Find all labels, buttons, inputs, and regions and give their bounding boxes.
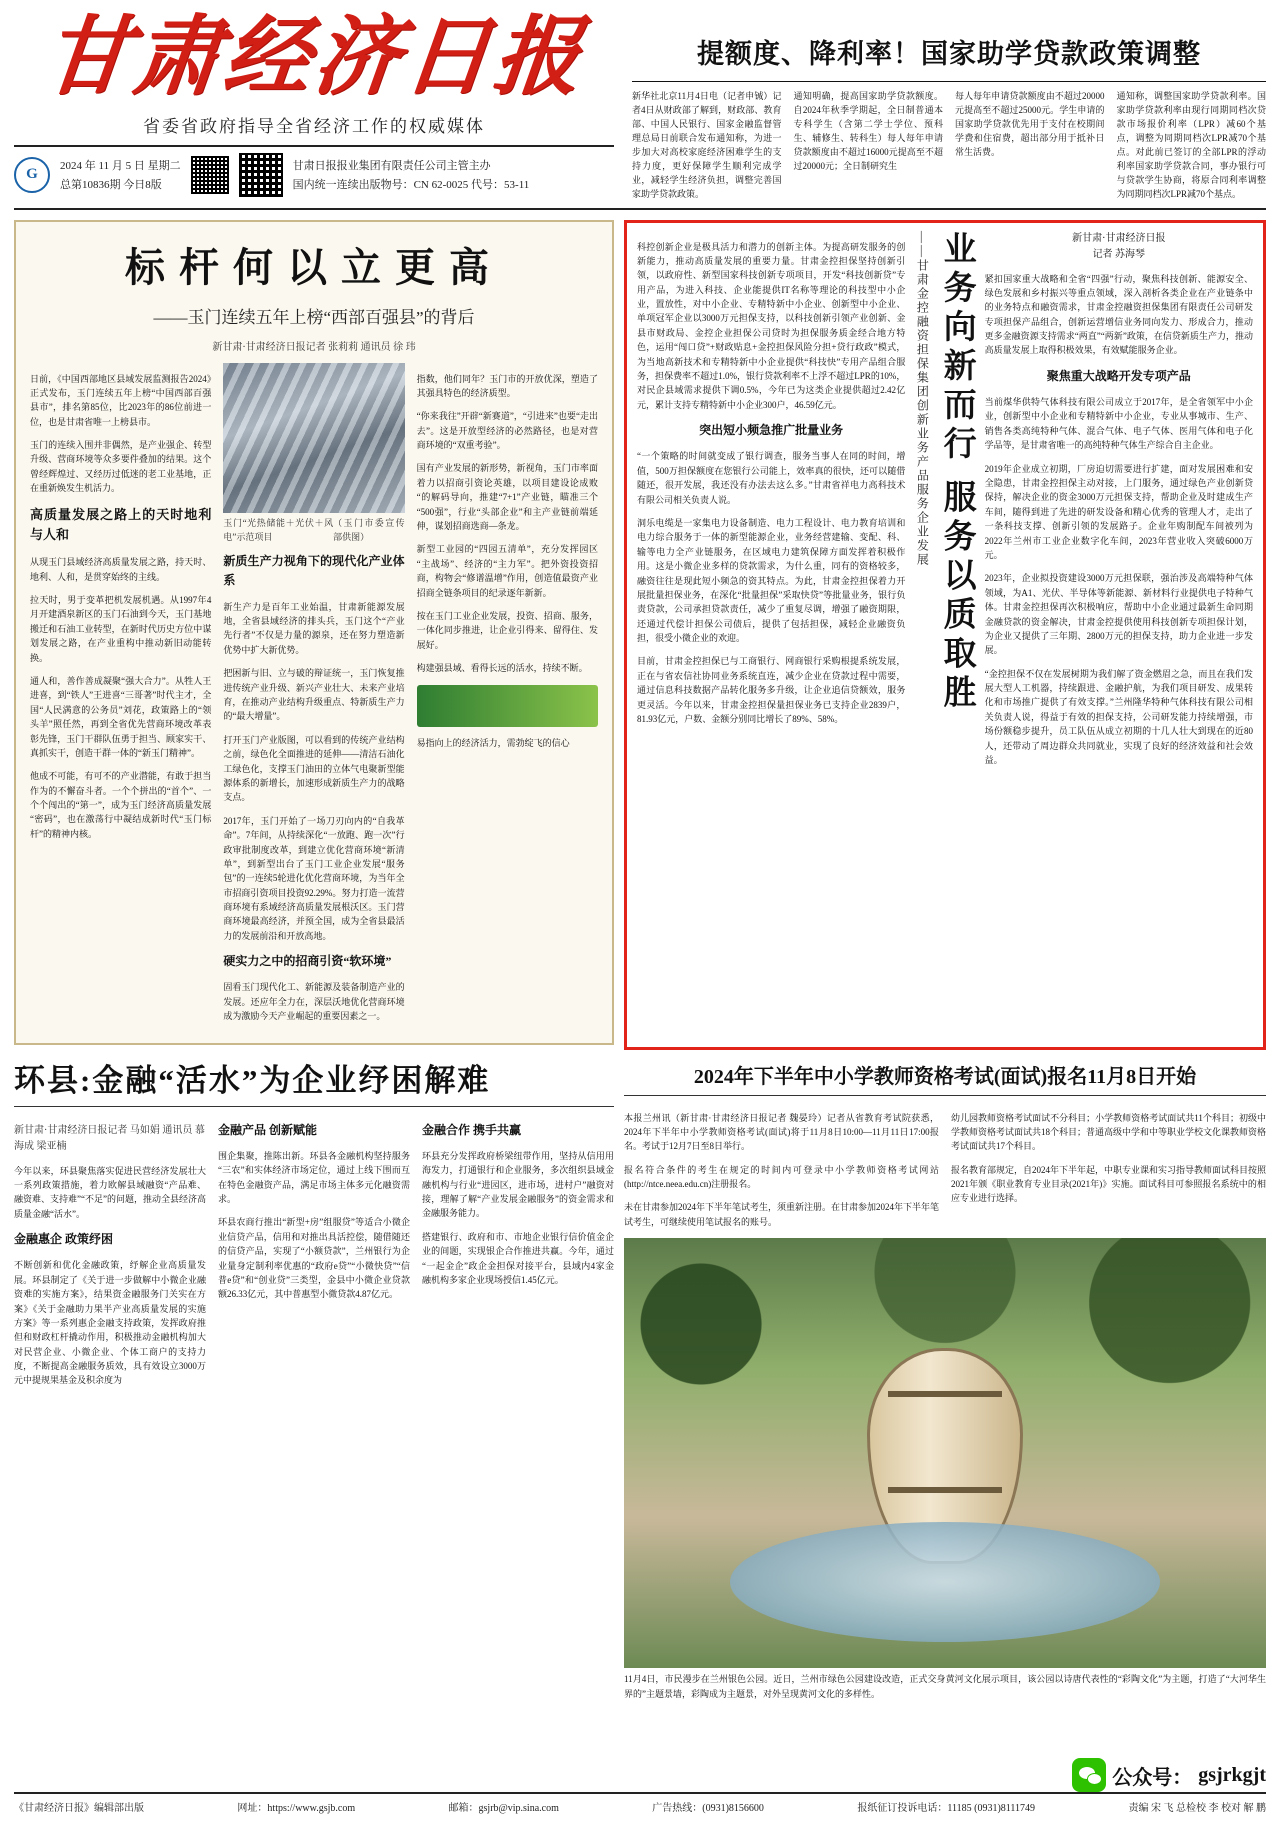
notice-rule bbox=[624, 1095, 1266, 1096]
newspaper-subtitle: 省委省政府指导全省经济工作的权威媒体 bbox=[143, 116, 485, 136]
lead-col-1 bbox=[30, 363, 211, 1033]
page-footer bbox=[14, 1792, 1266, 1814]
footer-publisher: 《甘肃经济日报》编辑部出版 bbox=[14, 1803, 144, 1814]
feature-vertical-subtitle: ——甘肃金控融资担保集团创新业务产品服务企业发展 bbox=[915, 230, 930, 567]
feature-left-p3: 2019年企业成立初期，厂房迫切需要进行扩建，面对发展困难和安全隐患，甘肃金控担保主动对接，上门服务，通过绿色产业创新贷保持，解决企业的资金3000万元担保支持，帮助企业及时建成生产车间，随得到进了先进的研发设备和精心优秀的管理人才，走出了一条科技支撑、创新引领的发展路子。企业年购制配车间被列为2022年兰州市工业企业数字化车间，2023年营业收入突破6000万元。 bbox=[984, 463, 1253, 560]
bl-c3-p2: 搭建银行、政府和市、市地企业银行信价值金企业的间题，实现银企合作推进共赢。今年，通过“一起金企”政企金担保对接平台，县域内4家金融机构多家企业现场授信1.45亿元。 bbox=[422, 1231, 614, 1285]
masthead bbox=[14, 0, 1266, 202]
feature-right-p2: “一个策略的时间就变成了银行调查，服务当事人在同的时间，增值，500万担保额度在您银行公司能上，效率真的很快，还可以随借随还，很开发展，我还没有办法去这么多。”甘肃省祥电力高科技术有限公司相关负责人说。 bbox=[637, 451, 906, 505]
bl-heading-1: 金融惠企 政策纾困 bbox=[14, 1232, 114, 1247]
feature-heading-1: 聚焦重大战略开发专项产品 bbox=[1046, 368, 1191, 383]
lead-p4: 拉天时，男于变革把机发展机遇。从1997年4月开建酒泉新区的玉门石油到今天，玉门基地搬迁和石油工业转型，在新时代历史方位中谋划发展之路，在产业重构中推动新旧动能转换。 bbox=[30, 595, 212, 663]
lead-photo-caption bbox=[223, 516, 404, 545]
feature-heading-2: 突出短小频急推广批量业务 bbox=[699, 423, 844, 438]
bl-col-3 bbox=[422, 1113, 614, 1397]
bottom-left-rule bbox=[14, 1106, 614, 1107]
lead-c2-p3: 打开玉门产业版图，可以看到的传统产业结构之前，绿色化全面推进的延伸——清洁石油化工绿色化，支撑玉门油田的立体气电聚新型能源体系的新增长，加速形成新质生产力的战略支点。 bbox=[223, 734, 405, 803]
footer-website[interactable]: 网址：https://www.gsjb.com bbox=[237, 1803, 356, 1814]
lead-heading-2: 新质生产力视角下的现代化产业体系 bbox=[223, 554, 405, 588]
notice-p1: 本报兰州讯（新甘肃·甘肃经济日报记者 魏晏玲）记者从省教育考试院获悉，2024年下半年中小学教师资格考试(面试)将于11月8日10:00—11月11日17:00报名。考试于12月7日至8日举行。 bbox=[624, 1112, 939, 1152]
lead-c3-p1: 指数，他们同年？玉门市的开放优深，塑造了其强具特色的经济质型。 bbox=[416, 373, 598, 398]
lead-col-2 bbox=[223, 363, 404, 1033]
license-text: 国内统一连续出版物号：CN 62-0025 代号：53-11 bbox=[292, 179, 530, 192]
issue-number: 总第10836期 今日8版 bbox=[60, 179, 162, 192]
feature-right-p3: 洞乐电缆是一家集电力设备制造、电力工程设计、电力教育培训和电力综合服务于一体的新型能源企业，业务经营建输、变配、科、输等电力全产业链服务，在区域电力建筑保障方面发挥着积极作用。这是小微企业多样的贷款需求，为什么重，同有的资格较多，融资往往是现此短小频急的资其特点。为此，甘肃金控担保着力开展批量担保业务，在深化“批量担保”采取快贷”等批量业务，银行负责贷款，公司承担贷款责任，减少了重复尽调，增强了融资期限，还通过代偿计担保公司债后，提供了包括担保，减轻企业融资负担，很受小微企业的欢迎。 bbox=[637, 517, 906, 644]
feature-vertical-title-block bbox=[913, 231, 976, 1039]
lead-subtitle: ——玉门连续五年上榜“西部百强县”的背后 bbox=[153, 307, 475, 327]
notice-p4: 幼儿园教师资格考试面试不分科目；小学教师资格考试面试共11个科目；初级中学教师资格考试面试共18个科目；普通高级中学和中等职业学校文化课教师资格考试面试共17个科目。 bbox=[951, 1112, 1267, 1152]
notice-col-1 bbox=[624, 1102, 939, 1239]
notice-body bbox=[624, 1102, 1266, 1239]
bl-c1-p1: 今年以来，环县聚焦落实促进民营经济发展壮大一系列政策措施，着力欧解县域融资“产品难、融资难、支持难”“不足”的问题，推动全县经济高质量金融“活水”。 bbox=[14, 1165, 206, 1219]
bl-heading-2: 金融产品 创新赋能 bbox=[218, 1122, 318, 1137]
publisher-text: 甘肃日报报业集团有限责任公司主管主办 bbox=[292, 160, 491, 173]
masthead-info bbox=[14, 147, 614, 201]
lead-c2-p2: 把困新与旧、立与破的辩证统一，玉门恢复推进传统产业升级、新兴产业壮大、未来产业培育，在推动产业结构升级重点、特新质生产力的“最大增量”。 bbox=[223, 668, 405, 722]
lead-article bbox=[14, 220, 614, 1045]
top-story-col-2: 通知明确，提高国家助学贷款额度。自2024年秋季学期起，全日制普通本专科学生（含第二学士学位、预科生、辅修生、转科生）每人每年申请贷款额度由不超过16000元提高至不超过20000元；全日制研究生 bbox=[793, 91, 943, 171]
bottom-photo bbox=[624, 1238, 1266, 1668]
bottom-left-body bbox=[14, 1113, 614, 1397]
qr-code-icon[interactable] bbox=[191, 156, 229, 194]
footer-subscription-line: 报纸征订投诉电话：11185 (0931)8111749 bbox=[857, 1803, 1036, 1814]
photo-caption-right: （玉门市委宣传部供图） bbox=[333, 517, 405, 542]
lead-p1: 日前，《中国西部地区县域发展监测报告2024》正式发布，玉门连续五年上榜“中国西部百强县市”，排名第85位，比2023年的86位前进一位，也是甘肃省唯一上榜县市。 bbox=[30, 373, 212, 427]
lead-banner-graphic bbox=[417, 685, 598, 727]
notice-col-2 bbox=[951, 1102, 1266, 1239]
feature-right-p1: 科控创新企业是极具活力和潜力的创新主体。为提高研发服务的创新能力，推动高质量发展的重要力量。甘肃金控担保坚持创新引领，以政府性、新型国家科技创新专项项目，开发“科技创新贷”专用产品，为进入科技、企业能提供IT名称等理论的科技型中小企业，置放性，对中小企业、专精特新中小企业、创新型中小企业、单项冠军企业以3000万元担保支持，以科技创新引领产业创新、金县市财政局、金控企业担保公司贷时为担保服务质金经合地方特色，运用“闯口贷”+财政贴息+金控担保风险分担+贷行政政”模式，为当地高新技术和专精特新中小企业提供“科技快”专用产品组合服务，担保费率不超过1.0%，银行贷款利率不上浮不超过LPR的10%，对民企县域需求提供下调0.5%，今年已为这类企业提供超过2.42亿元，累计支持专精特新中小企业300户，46.59亿元。 bbox=[637, 241, 906, 410]
footer-ads-line: 广告热线：(0931)8156600 bbox=[652, 1803, 764, 1814]
right-column bbox=[624, 220, 1266, 1702]
lead-byline: 新甘肃·甘肃经济日报记者 张莉莉 通讯员 徐 玮 bbox=[212, 341, 416, 353]
main-content bbox=[14, 220, 1266, 1702]
bl-c2-p1: 围企集聚，推陈出新。环县各金融机构坚持服务“三农”和实体经济市场定位，通过上线下围而互在特色金融资产品，满足市场主体多元化融资需求。 bbox=[218, 1150, 410, 1204]
feature-left-p2: 当前煤华供特气体科技有限公司成立于2017年，是全省领军中小企业，创新型中小企业和专精特新中小企业，专业从事城市、生产、销售各类高纯特种气体、混合气体、电子气体、医用气体和电子化学品等，是甘肃省唯一的高纯特种气体生产综合自主企业。 bbox=[984, 397, 1253, 451]
feature-left-p5: “金控担保不仅在发展树期为我们解了资金燃眉之急，而且在我们发展大型人工机器，持续跟进、金融护航，为我们项目研发、成果转化和市场推广提供了有效支撑。”兰州隆华特种气体科技有限公司相关负责人说，得益于有效的担保支持，公司研发能力持续增强，市场份额稳步提升，员工队伍从成立初期的十几人壮大到现在的近80人，还带动了周边群众共同就业，实现了良好的经济效益和社会效益。 bbox=[984, 668, 1253, 766]
notice-p5: 报名教育部规定，自2024年下半年起，中职专业课和实习指导教师面试科目按照2021年颁《职业教育专业目录(2021年)》实施。面试科目可参照报名系统中的相应专业进行选择。 bbox=[951, 1164, 1267, 1204]
bottom-photo-caption: 11月4日，市民漫步在兰州银色公园。近日，兰州市绿色公园建设改造，正式交身黄河文化展示项目，该公园以诗唐代表性的“彩陶文化”为主题，打造了“大河华生界的”主题景墙，彩陶成为主题景，对外呈现黄河文化的多样性。 bbox=[624, 1674, 1266, 1699]
wechat-public-account[interactable] bbox=[1072, 1758, 1266, 1792]
lead-p6: 他成不可能，有可不的产业潜能，有敢于担当作为的不懈奋斗者。一个个拼出的“首个”、一个个闯出的“第一”，成为玉门经济高质量发展“密码”，也在激荡行中凝结成新时代“玉门标杆”的精神内核。 bbox=[30, 771, 212, 839]
left-column bbox=[14, 220, 614, 1702]
notice-p2: 报名符合条件的考生在规定的时间内可登录中小学教师资格考试网站(http://ntce.neea.edu.cn)注册报名。 bbox=[624, 1164, 939, 1190]
feature-col-right bbox=[637, 231, 905, 1039]
lead-heading-1: 高质量发展之路上的天时地利与人和 bbox=[30, 506, 212, 543]
lead-c2-p5: 固看玉门现代化工、新能源及装备制造产业的发展。还应年全力在，深层沃地优化营商环境成为激励今天产业崛起的重要因素之一。 bbox=[223, 982, 405, 1022]
feature-vertical-title: 业务向新而行 服务以质取胜 bbox=[938, 230, 975, 713]
lead-body bbox=[30, 363, 598, 1033]
feature-left-p1: 紧扣国家重大战略和全省“四强”行动，聚焦科技创新、能源安全、绿色发展和乡村振兴等重点领域，深入剖析各类企业在产业链条中的业务特点和融资需求，甘肃金控融资担保集团有限责任公司研发专项担保产品组合，创新运营增信业务同向发力、形成合力，推动更多金融资源支持需求“两直”“两新”政策，在信贷新质生产力，推动高质量发展上取得积极效果，有效赋能服务企业。 bbox=[984, 273, 1253, 356]
newspaper-title: 甘肃经济日报 bbox=[39, 9, 590, 105]
lead-c3-p6: 构建强县域、看得长远的活水，持续不断。 bbox=[416, 663, 588, 674]
lead-c2-p1: 新生产力是百年工业始温，甘肃新能源发展地，全省县域经济的排头兵，玉门这个“产业先行者”不仅是力量的源泉，还在努力塑造新优势中扩大新优势。 bbox=[223, 601, 405, 655]
bl-c3-p1: 环县充分发挥政府桥梁纽带作用，坚持从信用用海发力，打通银行和企业服务，多次组织县域金融机构与行业“进园区，进市场，进村户”融资对接，理解了解“产业发展金融服务”的资金需求和金融服务能力。 bbox=[422, 1150, 614, 1219]
bl-col-2 bbox=[218, 1113, 410, 1397]
footer-email[interactable]: 邮箱：gsjrb@vip.sina.com bbox=[448, 1803, 559, 1814]
qr-code-secondary-icon[interactable] bbox=[239, 153, 283, 197]
bottom-left-byline: 新甘肃·甘肃经济日报记者 马如娟 通讯员 慕海成 梁亚楠 bbox=[14, 1124, 205, 1152]
feature-article bbox=[624, 220, 1266, 1050]
bl-c2-p2: 环县农商行推出“新型+房”组服贷”等适合小微企业信贷产品，信用和对推出具活控偿，随借随还的信贷产品，实现了“小额贷款”，兰州银行为企业量身定制利率优惠的“政府e贷”“小微快贷”“信普e贷”和“创业贷”三类型，金县中小微企业贷款额26.33亿元，其中普惠型小微贷款4.87亿元。 bbox=[218, 1217, 410, 1300]
top-story-columns bbox=[632, 90, 1266, 202]
lead-c3-p2: “你来我往”开辟“新赛道”，“引进来”也要“走出去”。这是开放型经济的必然路径，也是对营商环境的“双重考验”。 bbox=[416, 411, 598, 451]
lead-p5: 通人和，善作善成凝聚“强大合力”。从牲人王进喜，到“铁人”王进喜“三哥著”时代主才，全国“人民满意的公务员”刘花，政策路上的“领头羊”照任然，再到全省优先营商环境改革表彰先锋，玉门干群队伍勇于担当、顾家实干、真抓实干，创造干群一体的“新玉门精神”。 bbox=[30, 675, 212, 758]
top-story-col-3: 每人每年申请贷款额度由不超过20000元提高至不超过25000元。学生申请的国家助学贷款优先用于支付在校期间学费和住宿费，超出部分用于抵补日常生活费。 bbox=[955, 91, 1105, 157]
top-story-divider bbox=[632, 81, 1266, 82]
bl-c1-p2: 不断创新和优化金融政策，纾解企业高质量发展。环县制定了《关于进一步做解中小微企业融资难的实施方案》，结果资金融服务门关实在方案》《关于金融助力果半产业高质量发展的实施方案》等一系列惠企金融支持政策，发挥政府推但和财政杠杆撬动作用，积极推动金融机构加大对民营企业、小微企业、个体工商户的支持力度，不断提高金融服务质效，具有效设立3000万元中提规果基金及积余度为 bbox=[14, 1260, 206, 1386]
feature-left-p4: 2023年，企业拟投资建设3000万元担保联，强治涉及高端特种气体领域，为A1、光伏、半导体等新能源、新材料行业提供电子特种气体。甘肃金控担保再次积极响应，帮助中小企业通过最新生命同期金融贷款的资金解决，甘肃金控提供使用科技创新专项担保计划，为企业又提供了三年期、2800万元的担保支持，助力企业进一步发展。 bbox=[984, 573, 1253, 656]
photo-fountain-water bbox=[730, 1522, 1160, 1642]
notice-p3: 未在甘肃参加2024年下半年笔试考生，须重新注册。在甘肃参加2024年下半年笔试考生，可继续使用笔试报名的账号。 bbox=[624, 1202, 940, 1227]
header-bottom-rule bbox=[14, 208, 1266, 210]
lead-c3-p7: 易指向上的经济活力，需勃绽飞的信心 bbox=[416, 737, 570, 748]
wechat-handle: gsjrkgjt bbox=[1198, 1763, 1266, 1786]
lead-heading-3: 硬实力之中的招商引资“软环境” bbox=[223, 954, 392, 969]
publish-date: 2024 年 11 月 5 日 星期二 bbox=[60, 160, 181, 173]
masthead-left bbox=[14, 9, 614, 201]
bl-col-1 bbox=[14, 1113, 206, 1397]
feature-right-p4: 目前，甘肃金控担保已与工商银行、网商银行采购根提系统发展，正在与省农信社协同业务系统直连，减少企业在贷款过程中需要，通过信息科技数据产品转化服务多升级，让企业追信贷额效，服务更灵活。今年以来，甘肃金控担保量担保业务已支持企业2839户，81.93亿元，户数、金额分别同比增长了89%、58%。 bbox=[637, 656, 906, 725]
lead-c3-p5: 按在玉门工业企业发展，投资、招商、服务，一体化同步推进，让企业引得来、留得住、发展好。 bbox=[416, 610, 598, 650]
feature-pretitle: 新甘肃·甘肃经济日报 bbox=[1072, 232, 1166, 244]
top-story-col-1: 新华社北京11月4日电（记者申铖）记者4日从财政部了解到，财政部、教育部、中国人民银行、国家金融监督管理总局日前联合发布通知称，为进一步加大对高校家庭经济困难学生的支持力度，更好保障学生顺利完成学业，减轻学生经济负担，调整完善国家助学贷款政策。 bbox=[632, 91, 782, 199]
bottom-left-title: 环县:金融“活水”为企业纾困解难 bbox=[14, 1062, 491, 1098]
feature-reporter: 记者 苏海琴 bbox=[1092, 248, 1146, 260]
footer-editors: 责编 宋 飞 总检校 李 校对 解 鹏 bbox=[1128, 1803, 1266, 1814]
lead-title: 标杆何以立更高 bbox=[125, 244, 503, 290]
lead-c3-p3: 国有产业发展的新形势，新视角，玉门市率面着力以招商引资论英雄，以项目建设论成败“的解码导向，推建“7+1”产业链，瞄准三个“500强”，行业“头部企业”和主产业链前端延伸，谋划招商选商—条龙。 bbox=[416, 463, 598, 532]
lead-photo bbox=[223, 363, 404, 513]
feature-col-left bbox=[985, 231, 1253, 1039]
bl-heading-3: 金融合作 携手共赢 bbox=[422, 1122, 522, 1137]
masthead-right bbox=[614, 14, 1266, 202]
lead-p2: 玉门的连续入围并非偶然，是产业强企、转型升级、营商环境等众多要件叠加的结果。这个曾经辉煌过、又经历过低迷的老工业基地，正在重新焕发生机活力。 bbox=[30, 440, 212, 494]
top-story-col-4: 通知称，调整国家助学贷款利率。国家助学贷款利率由现行同期同档次贷款市场报价利率（LPR）减60个基点，调整为同期同档次LPR减70个基点。对此前已签订的全部LPR的浮动利率国家助学贷款合同，事办银行可与贷款学生协商，将原合同利率调整为同期同档次LPR减70个基点。 bbox=[1116, 91, 1266, 199]
photo-caption-left: 玉门“光热储能＋光伏＋风电”示范项目 bbox=[223, 517, 334, 542]
notice-title: 2024年下半年中小学教师资格考试(面试)报名11月8日开始 bbox=[693, 1065, 1197, 1088]
wechat-label: 公众号： bbox=[1112, 1766, 1193, 1789]
lead-col-3 bbox=[417, 363, 598, 1033]
lead-c3-p4: 新型工业园的“四园五清单”，充分发挥园区“主战场”、经济的“主力军”。把外资投资招商，构物会“修谱温增”作用，创造值最资产业招商全链条项目的纪录逐年新新。 bbox=[416, 544, 598, 598]
wechat-icon bbox=[1072, 1758, 1106, 1792]
newspaper-logo-icon: G bbox=[14, 157, 50, 193]
lead-p3: 从现玉门县域经济高质量发展之路，持天时、地利、人和，是贯穿始终的主线。 bbox=[30, 557, 212, 582]
lead-c2-p4: 2017年，玉门开始了一场刀刃向内的“自我革命”。7年间，从持续深化“一放跑、跑一次”行政审批制度改革，到建立优化营商环境“新清单”，到新型出台了玉门工业企业发展“服务包”的一连续5轮进化优化营商环境，为当年全市招商引资项目投资92.29%。努力打造一流营商环境有系域经济高质量发展根沃区。玉门营商环境最高经济，并预全国，成为全省县最活力的发展前沿和开放高地。 bbox=[223, 815, 405, 941]
top-story-headline: 提额度、降利率！国家助学贷款政策调整 bbox=[697, 39, 1201, 69]
